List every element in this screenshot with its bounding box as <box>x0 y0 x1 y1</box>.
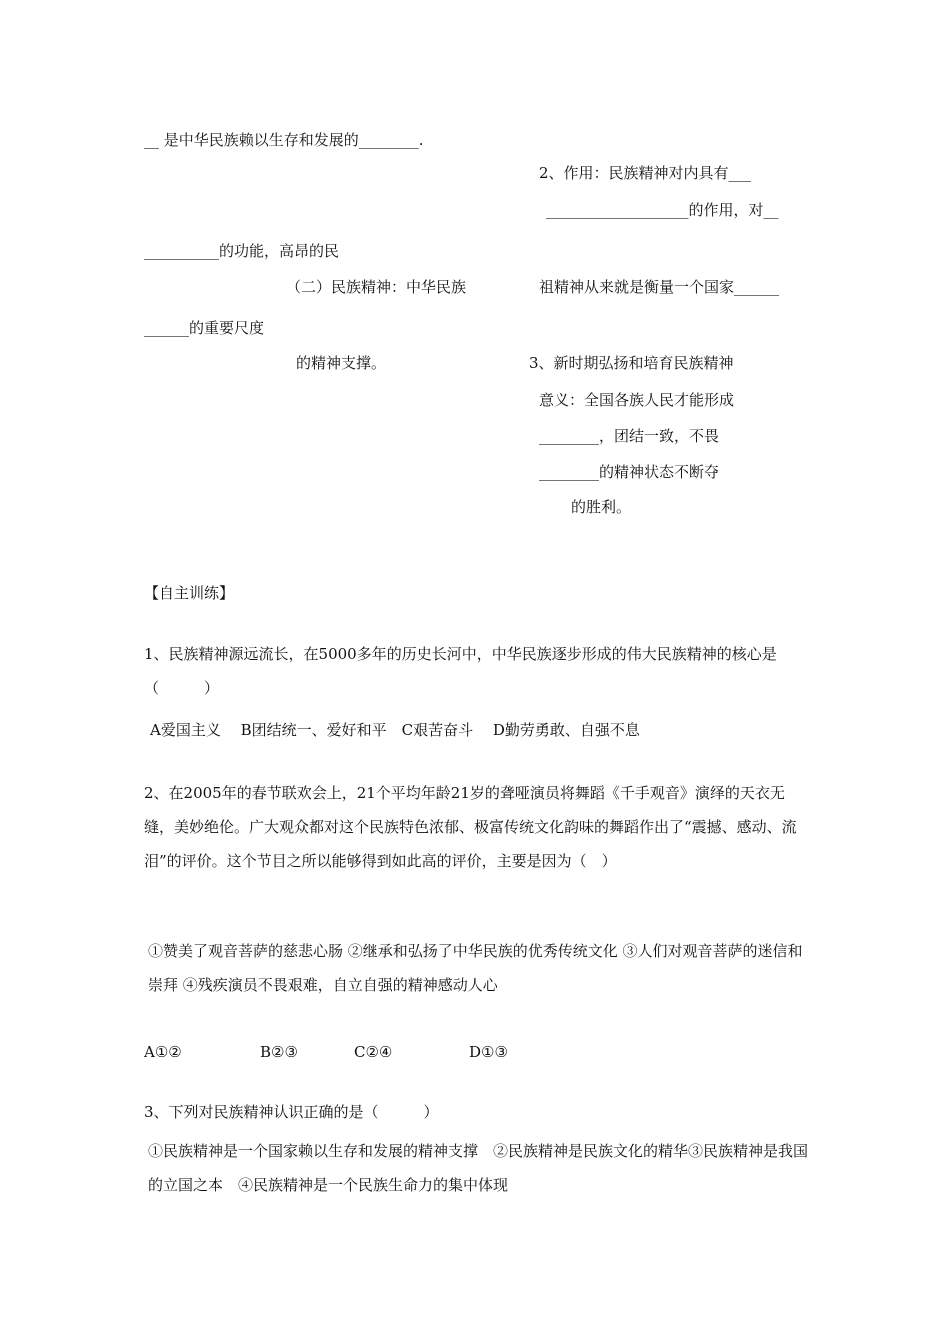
fragment-item2-line1: 2、作用：民族精神对内具有___ <box>539 164 752 182</box>
option-a: A①② <box>144 1043 182 1061</box>
fragment-item2-line3: __________的功能，高昂的民 <box>144 242 340 260</box>
fragment-item2-line5: ______的重要尺度 <box>144 319 265 337</box>
option-b: B②③ <box>260 1043 298 1061</box>
question-2-options <box>144 1042 744 1062</box>
training-heading: 【自主训练】 <box>144 584 235 602</box>
question-1-text: 1、民族精神源远流长，在5000多年的历史长河中，中华民族逐步形成的伟大民族精神的核心是（ ） <box>144 645 777 697</box>
question-2-text: 2、在2005年的春节联欢会上，21个平均年龄21岁的聋哑演员将舞蹈《千手观音》演绎的天衣无缝，美妙绝伦。广大观众都对这个民族特色浓郁、极富传统文化韵味的舞蹈作出了“震撼、感动、流泪”的评价。这个节目之所以能够得到如此高的评价，主要是因为（ ） <box>144 784 797 870</box>
fragment-item3-line5: 的胜利。 <box>571 498 632 516</box>
section2-title: （二）民族精神：中华民族 <box>286 278 467 296</box>
option-d: D①③ <box>469 1043 508 1061</box>
fragment-item2-line2: ___________________的作用，对__ <box>546 201 779 219</box>
fragment-item3-line3: ________，团结一致，不畏 <box>539 427 720 445</box>
fragment-item3-line4: ________的精神状态不断夺 <box>539 463 720 481</box>
question-3-text: 3、下列对民族精神认识正确的是（ ） <box>144 1103 439 1121</box>
question-2-statements: ①赞美了观音菩萨的慈悲心肠 ②继承和弘扬了中华民族的优秀传统文化 ③人们对观音菩萨的迷信和崇拜 ④残疾演员不畏艰难，自立自强的精神感动人心 <box>148 942 803 994</box>
section2-continuation: 的精神支撑。 <box>296 354 387 372</box>
question-3-statements: ①民族精神是一个国家赖以生存和发展的精神支撑 ②民族精神是民族文化的精华③民族精神是我国的立国之本 ④民族精神是一个民族生命力的集中体现 <box>148 1142 809 1194</box>
fragment-line-1: __ 是中华民族赖以生存和发展的________. <box>144 131 424 149</box>
question-1-options: A爱国主义 B团结统一、爱好和平 C艰苦奋斗 D勤劳勇敢、自强不息 <box>150 721 640 739</box>
fragment-item3-line1: 3、新时期弘扬和培育民族精神 <box>529 354 734 372</box>
fragment-item3-line2: 意义：全国各族人民才能形成 <box>539 391 735 409</box>
option-c: C②④ <box>354 1043 393 1061</box>
fragment-item2-line4: 祖精神从来就是衡量一个国家______ <box>539 278 780 296</box>
